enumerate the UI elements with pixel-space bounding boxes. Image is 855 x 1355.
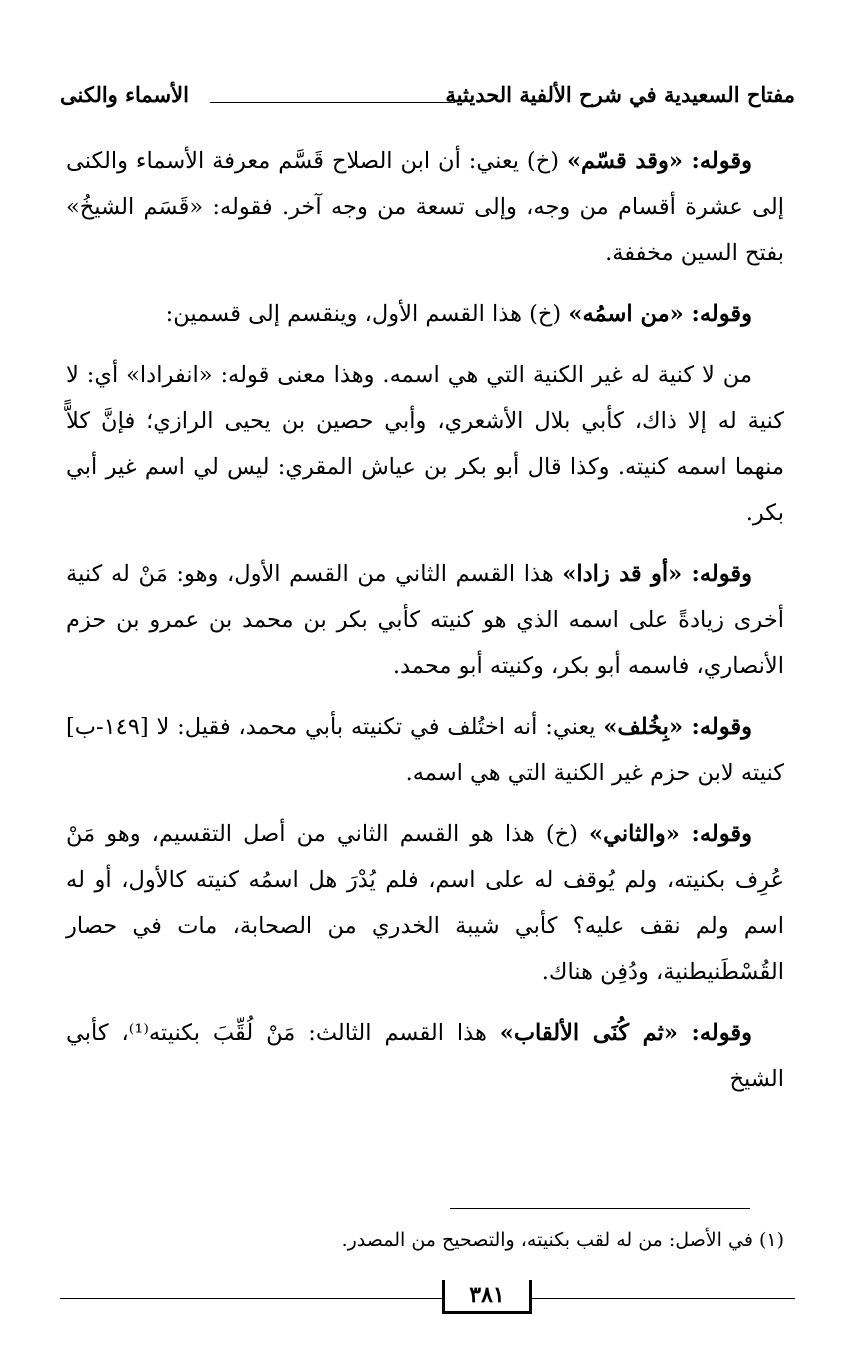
paragraph-text: (خ) هذا القسم الأول، وينقسم إلى قسمين: [165,301,569,327]
paragraph-text: هذا القسم الثالث: مَنْ لُقِّبَ بكنيته⁽¹⁾، كأبي الشيخ [66,1020,784,1092]
paragraph-lead: وقوله: «أو قد زادا» [562,561,752,587]
main-text [66,138,784,1102]
footer-rule [60,1298,795,1299]
footnote: (١) في الأصل: من له لقب بكنيته، والتصحيح من المصدر. [341,1229,784,1251]
header-rule [210,102,455,103]
page-number: ٣٨١ [442,1280,532,1314]
paragraph-2 [66,291,784,337]
paragraph-4 [66,551,784,689]
book-title: مفتاح السعيدية في شرح الألفية الحديثية [445,82,795,107]
paragraph-1 [66,138,784,276]
paragraph-lead: وقوله: «والثاني» [589,821,752,847]
paragraph-lead: وقوله: «من اسمُه» [568,301,752,327]
running-header [60,78,795,118]
paragraph-text: هذا القسم الثاني من القسم الأول، وهو: مَنْ له كنية أخرى زيادةً على اسمه الذي هو كنيته كأبي بكر بن محمد بن عمرو بن حزم الأنصاري، فاسمه أبو بكر، وكنيته أبو محمد. [66,561,784,679]
paragraph-3 [66,352,784,536]
paragraph-5 [66,704,784,796]
section-title: الأسماء والكنى [60,82,189,107]
paragraph-text: (خ) يعني: أن ابن الصلاح قَسَّم معرفة الأسماء والكنى إلى عشرة أقسام من وجه، وإلى تسعة من وجه آخر. فقوله: «قَسَم الشيخُ» بفتح السين مخففة. [66,148,784,266]
paragraph-lead: وقوله: «ثم كُنَى الألقاب» [499,1020,752,1046]
paragraph-lead: وقوله: «وقد قسّم» [566,148,753,174]
paragraph-text: من لا كنية له غير الكنية التي هي اسمه. وهذا معنى قوله: «انفرادا» أي: لا كنية له إلا ذاك، كأبي بلال الأشعري، وأبي حصين بن يحيى الرازي؛ فإنَّ كلاًّ منهما اسمه كنيته. وكذا قال أبو بكر بن عياش المقري: ليس لي اسم غير أبي بكر. [66,362,784,526]
paragraph-lead: وقوله: «بِخُلف» [603,714,753,740]
paragraph-6 [66,811,784,995]
paragraph-text: يعني: أنه اختُلف في تكنيته بأبي محمد، فقيل: لا [١٤٩-ب] كنيته لابن حزم غير الكنية التي هي اسمه. [66,714,784,786]
paragraph-7 [66,1010,784,1102]
page-footer [60,1280,795,1316]
footnote-rule [450,1208,750,1209]
paragraph-text: (خ) هذا هو القسم الثاني من أصل التقسيم، وهو مَنْ عُرِف بكنيته، ولم يُوقف له على اسم، فلم يُدْرَ هل اسمُه كنيته كالأول، أو له اسم ولم نقف عليه؟ كأبي شيبة الخدري من الصحابة، مات في حصار القُسْطَنيطنية، ودُفِن هناك. [66,821,784,985]
